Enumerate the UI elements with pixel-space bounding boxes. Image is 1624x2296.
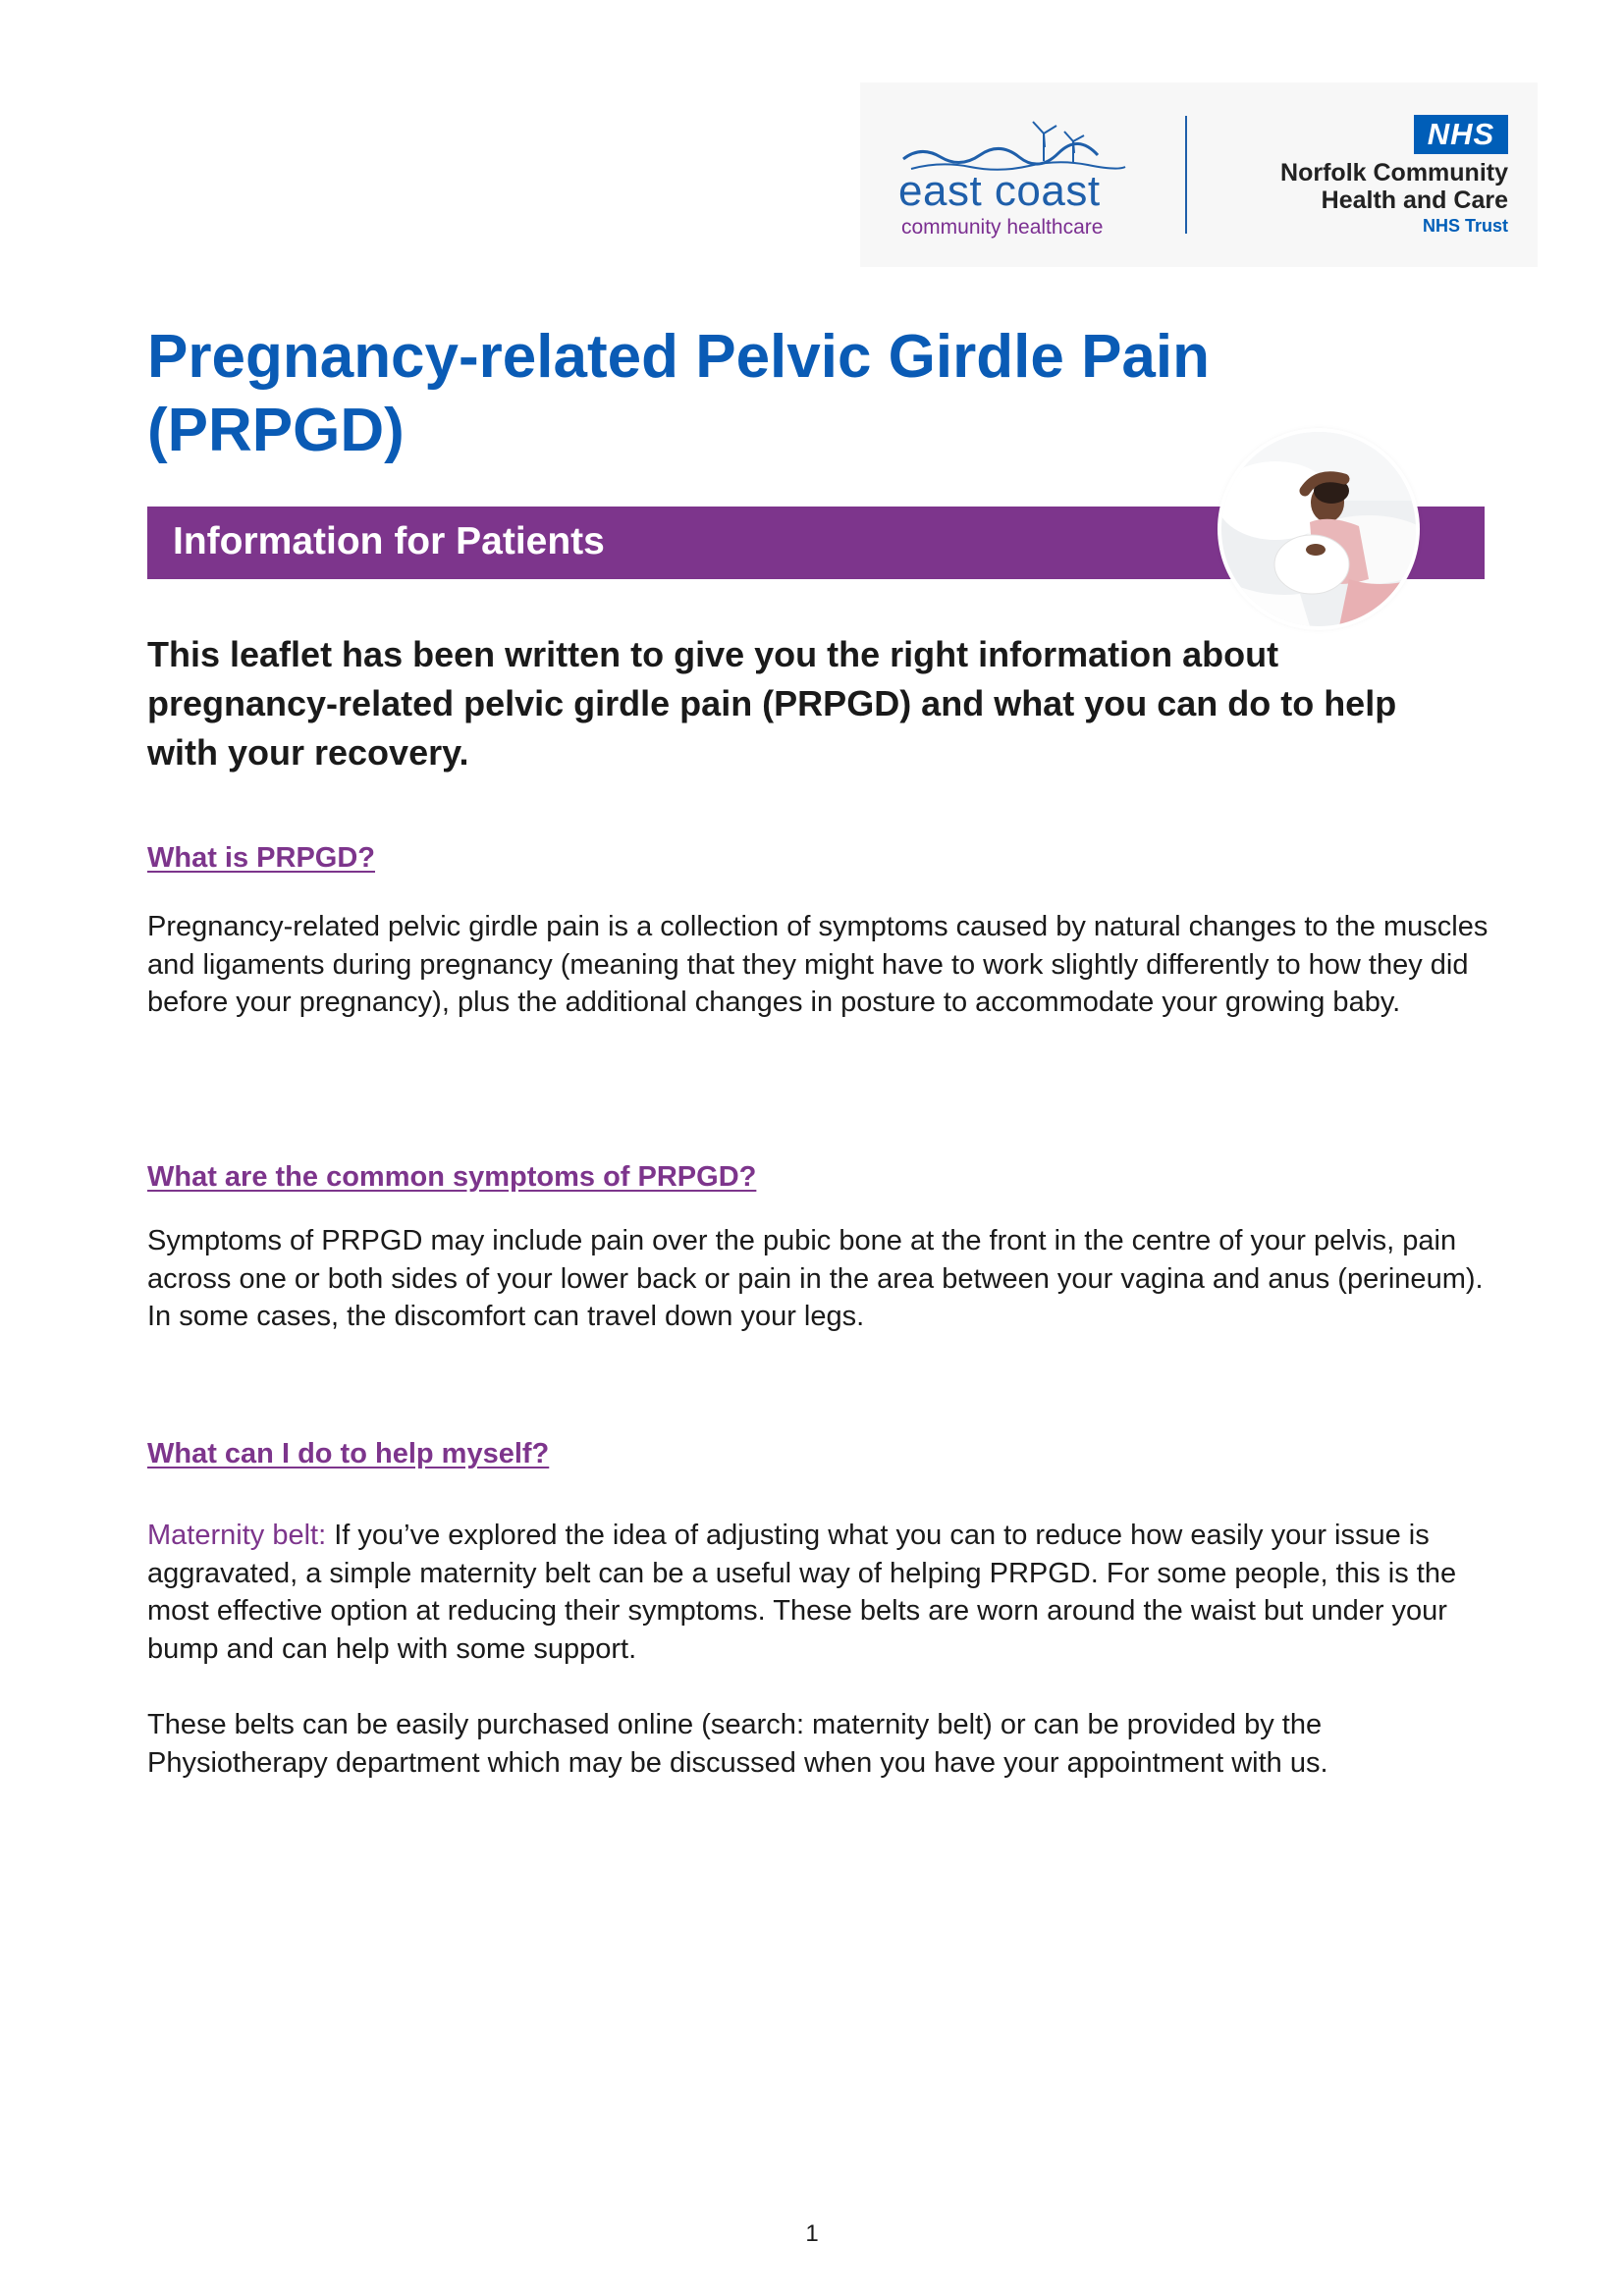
section-body-what-is: Pregnancy-related pelvic girdle pain is a collection of symptoms caused by natural changes to the muscles and ligaments during pregnancy (meaning that they might have to work slightly differently to how they did before your pregnancy), plus the additional changes in posture to accommodate your growing baby.	[147, 911, 1489, 1018]
section-body-symptoms: Symptoms of PRPGD may include pain over the pubic bone at the front in the centre of your pelvis, pain across one or both sides of your lower back or pain in the area between your vagina and anus (perineum). In some cases, the discomfort can travel down your legs.	[147, 1225, 1484, 1332]
section-body-purchase: These belts can be easily purchased online (search: maternity belt) or can be provided by the Physiotherapy department which may be discussed when you have your appointment with us.	[147, 1709, 1328, 1779]
trust-name-line2: Health and Care	[1321, 187, 1508, 214]
maternity-belt-label: Maternity belt:	[147, 1520, 327, 1551]
section-body-maternity-belt	[147, 1517, 1492, 1668]
nhs-badge: NHS	[1414, 115, 1508, 154]
page-title: Pregnancy-related Pelvic Girdle Pain (PRPGD)	[147, 323, 1211, 464]
trust-name-line3: NHS Trust	[1422, 216, 1508, 236]
trust-name-line1: Norfolk Community	[1280, 159, 1508, 187]
east-coast-logo-name: east coast	[898, 167, 1101, 215]
intro-paragraph: This leaflet has been written to give you the right information about pregnancy-related pelvic girdle pain (PRPGD) and what you can do to help with your recovery.	[147, 634, 1397, 773]
east-coast-logo-subtitle: community healthcare	[901, 216, 1104, 239]
page-number: 1	[805, 2220, 819, 2247]
maternity-belt-text: If you’ve explored the idea of adjusting what you can to reduce how easily your issue is aggravated, a simple maternity belt can be a useful way of helping PRPGD. For some people, this is the most effective option at reducing their symptoms. These belts are worn around the waist but under your bump and can help with some support.	[147, 1520, 1457, 1665]
logo-divider	[1185, 116, 1187, 234]
section-heading-what-is: What is PRPGD?	[147, 842, 376, 874]
section-heading-self-help: What can I do to help myself?	[147, 1438, 550, 1469]
banner-text: Information for Patients	[173, 520, 605, 562]
pregnant-woman-photo	[1221, 432, 1416, 626]
section-heading-symptoms: What are the common symptoms of PRPGD?	[147, 1161, 757, 1193]
